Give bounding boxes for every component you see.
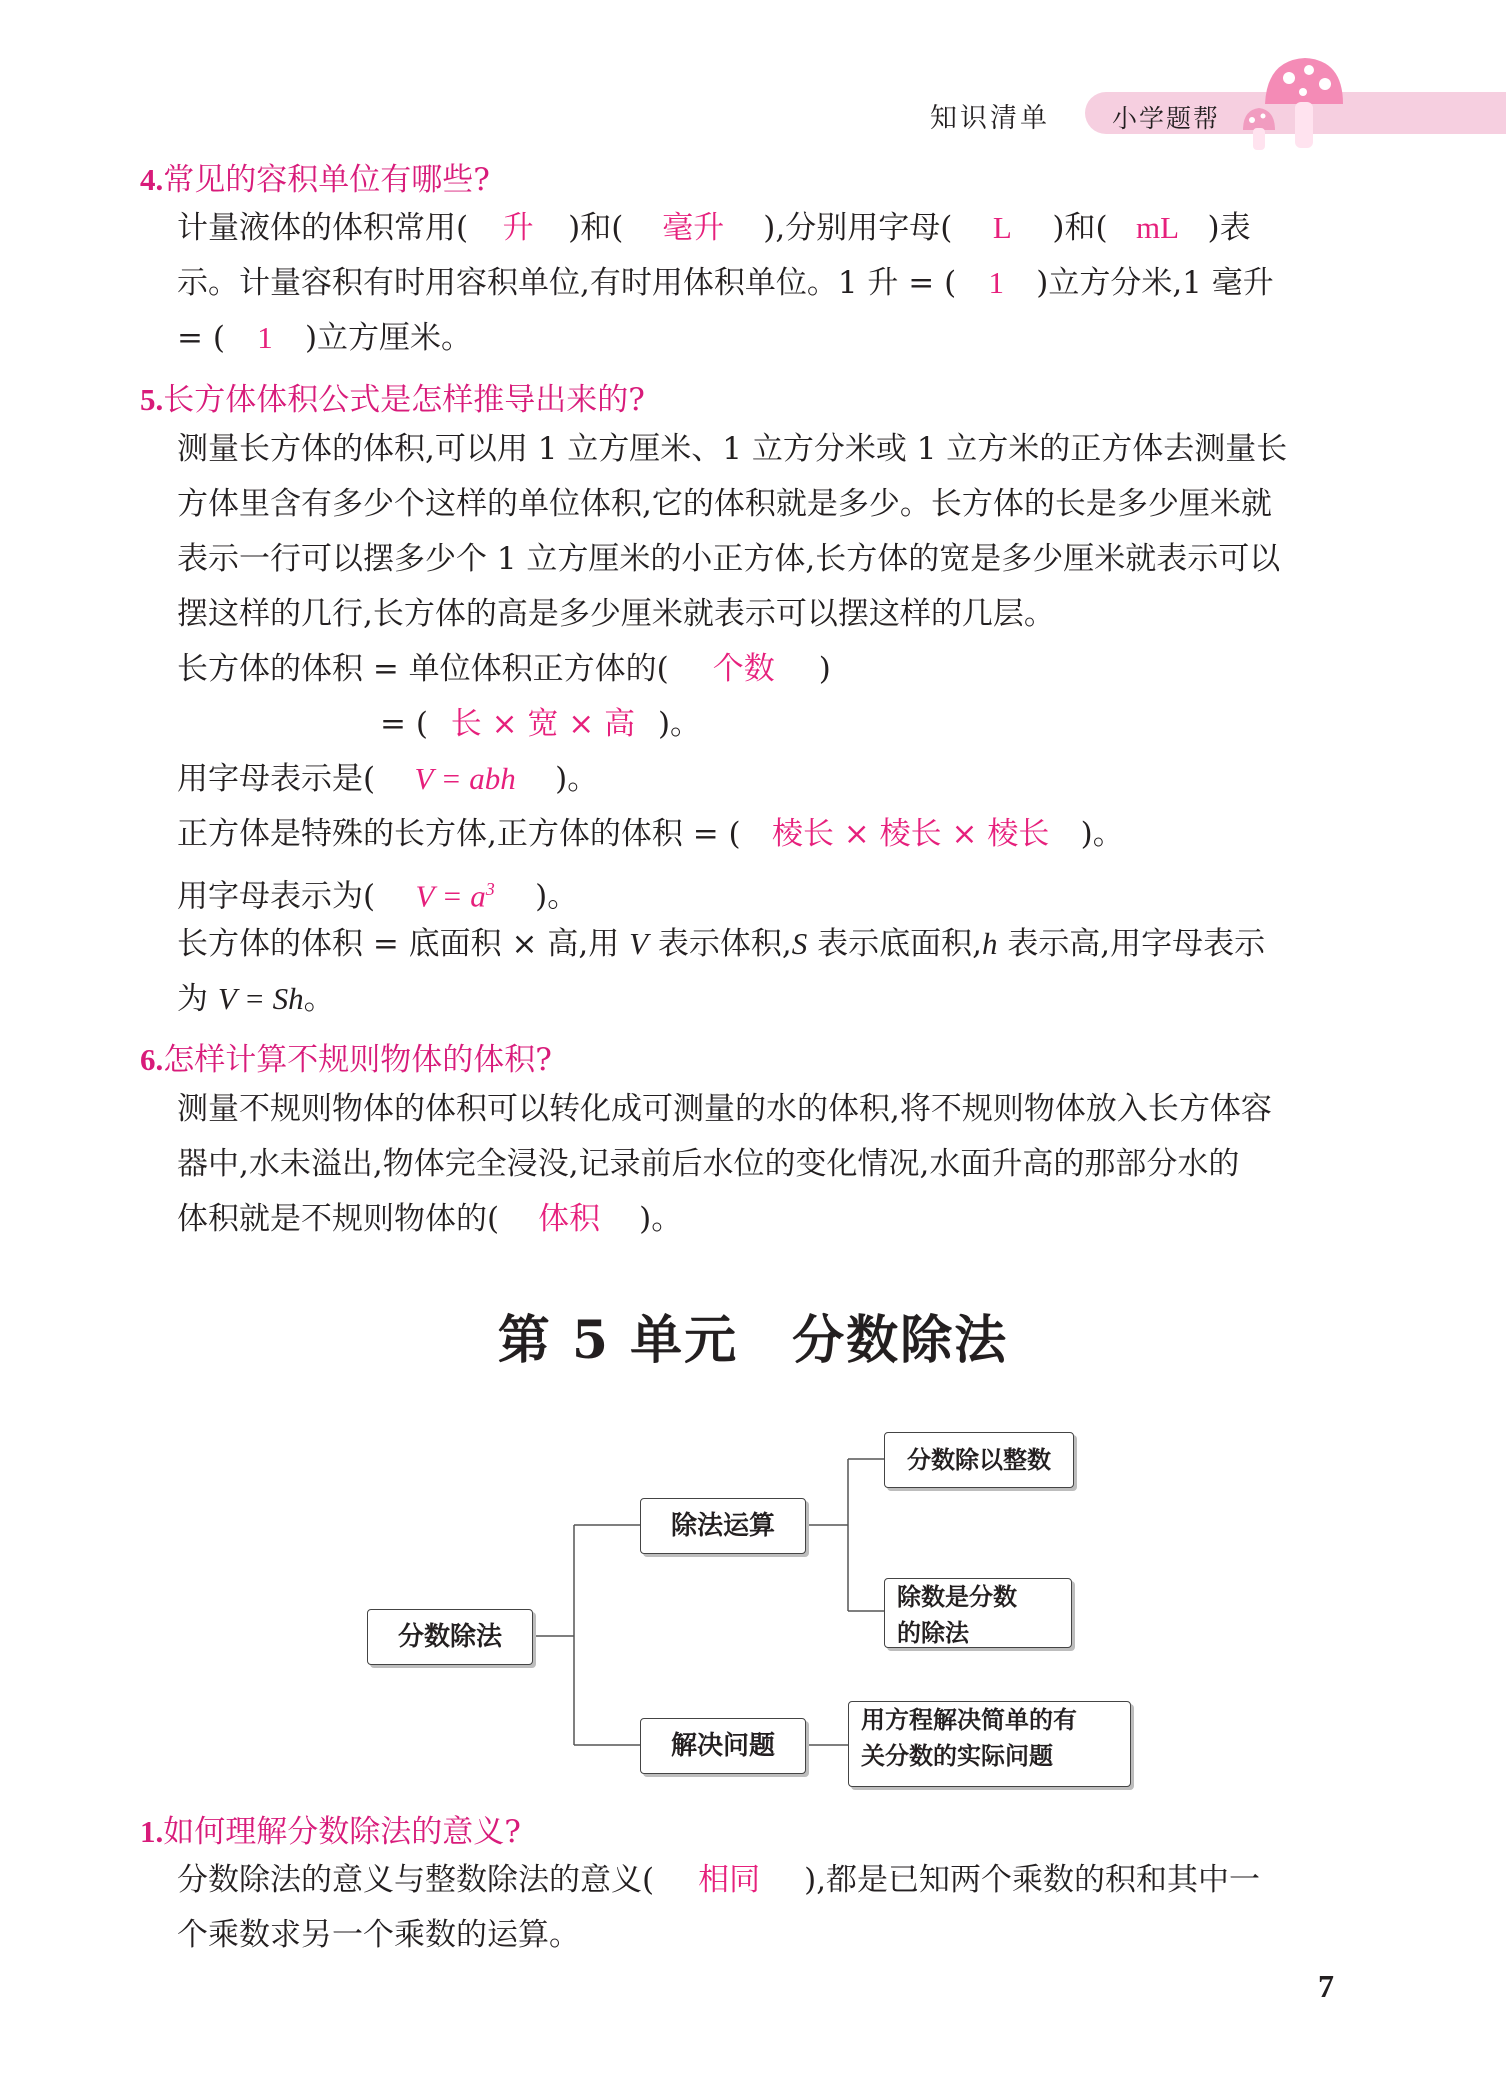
q5-formula-4: 正方体是特殊的长方体,正方体的体积 = ( 棱长 × 棱长 × 棱长 )。 [177,816,1124,852]
header-brand-label: 小学题帮 [1112,104,1221,133]
answer-blank: 1 [257,320,273,355]
answer-blank: 毫升 [662,210,725,246]
q5-para-line-2: 方体里含有多少个这样的单位体积,它的体积就是多少。长方体的长是多少厘米就 [177,486,1272,522]
question-5-heading: 5.长方体体积公式是怎样推导出来的? [140,382,645,418]
q4-line-2: 示。计量容积有时用容积单位,有时用体积单位。1 升 = ( 1 )立方分米,1 毫升 [177,265,1274,301]
header-section-label: 知识清单 [930,103,1050,134]
mindmap-leaf-fraction-by-integer: 分数除以整数 [884,1432,1074,1488]
answer-blank: V = abh [414,761,516,796]
q6-para-line-3: 体积就是不规则物体的( 体积 )。 [177,1201,683,1237]
q5-para-line-3: 表示一行可以摆多少个 1 立方厘米的小正方体,长方体的宽是多少厘米就表示可以 [177,541,1281,577]
question-1-heading: 1.如何理解分数除法的意义? [140,1814,521,1850]
q6-para-line-1: 测量不规则物体的体积可以转化成可测量的水的体积,将不规则物体放入长方体容 [177,1091,1272,1127]
mindmap-branch-division: 除法运算 [640,1498,806,1554]
answer-blank: 升 [502,210,534,246]
answer-blank: 个数 [712,651,775,687]
q5-formula-5: 用字母表示为( $V = a^3$ )。 [177,869,578,916]
answer-blank: 长 × 宽 × 高 [450,706,636,742]
q5-para-line-1: 测量长方体的体积,可以用 1 立方厘米、1 立方分米或 1 立方米的正方体去测量长 [177,431,1288,467]
answer-blank: 1 [988,265,1004,300]
q5-formula-1: 长方体的体积 = 单位体积正方体的( 个数 ) [177,651,831,687]
q5-formula-6: 长方体的体积 = 底面积 × 高,用 V 表示体积,S 表示底面积,h 表示高,用字母表示 [177,926,1266,962]
mindmap-leaf-equation-problems: 用方程解决简单的有 关分数的实际问题 [848,1701,1131,1787]
answer-blank: $V = a^3$ [415,878,495,914]
mindmap-branch-problems: 解决问题 [640,1718,806,1774]
q1-line-2: 个乘数求另一个乘数的运算。 [177,1917,580,1953]
q1-line-1: 分数除法的意义与整数除法的意义( 相同 ),都是已知两个乘数的积和其中一 [177,1862,1261,1898]
q5-formula-3: 用字母表示是( V = abh )。 [177,761,599,797]
question-6-heading: 6.怎样计算不规则物体的体积? [140,1042,552,1078]
answer-blank: L [992,210,1012,245]
mindmap-leaf-divisor-fraction: 除数是分数 的除法 [884,1578,1072,1648]
answer-blank: 棱长 × 棱长 × 棱长 [771,816,1050,852]
q5-formula-2: = ( 长 × 宽 × 高 )。 [380,706,702,742]
answer-blank: 相同 [698,1862,761,1898]
answer-blank: 体积 [538,1201,601,1237]
mindmap-root: 分数除法 [367,1609,533,1665]
unit-title: 第 5 单元 分数除法 [497,1310,1009,1371]
q5-para-line-4: 摆这样的几行,长方体的高是多少厘米就表示可以摆这样的几层。 [177,596,1055,632]
question-4-heading: 4.常见的容积单位有哪些? [140,162,490,198]
page-number: 7 [1318,1968,1334,2004]
q5-formula-7: 为 V = Sh。 [177,981,335,1017]
answer-blank: mL [1136,210,1180,245]
q6-para-line-2: 器中,水未溢出,物体完全浸没,记录前后水位的变化情况,水面升高的那部分水的 [177,1146,1240,1182]
q4-line-3: = ( 1 )立方厘米。 [177,320,473,356]
q4-line-1: 计量液体的体积常用( 升 )和( 毫升 ),分别用字母( L )和( mL )表 [177,210,1251,246]
